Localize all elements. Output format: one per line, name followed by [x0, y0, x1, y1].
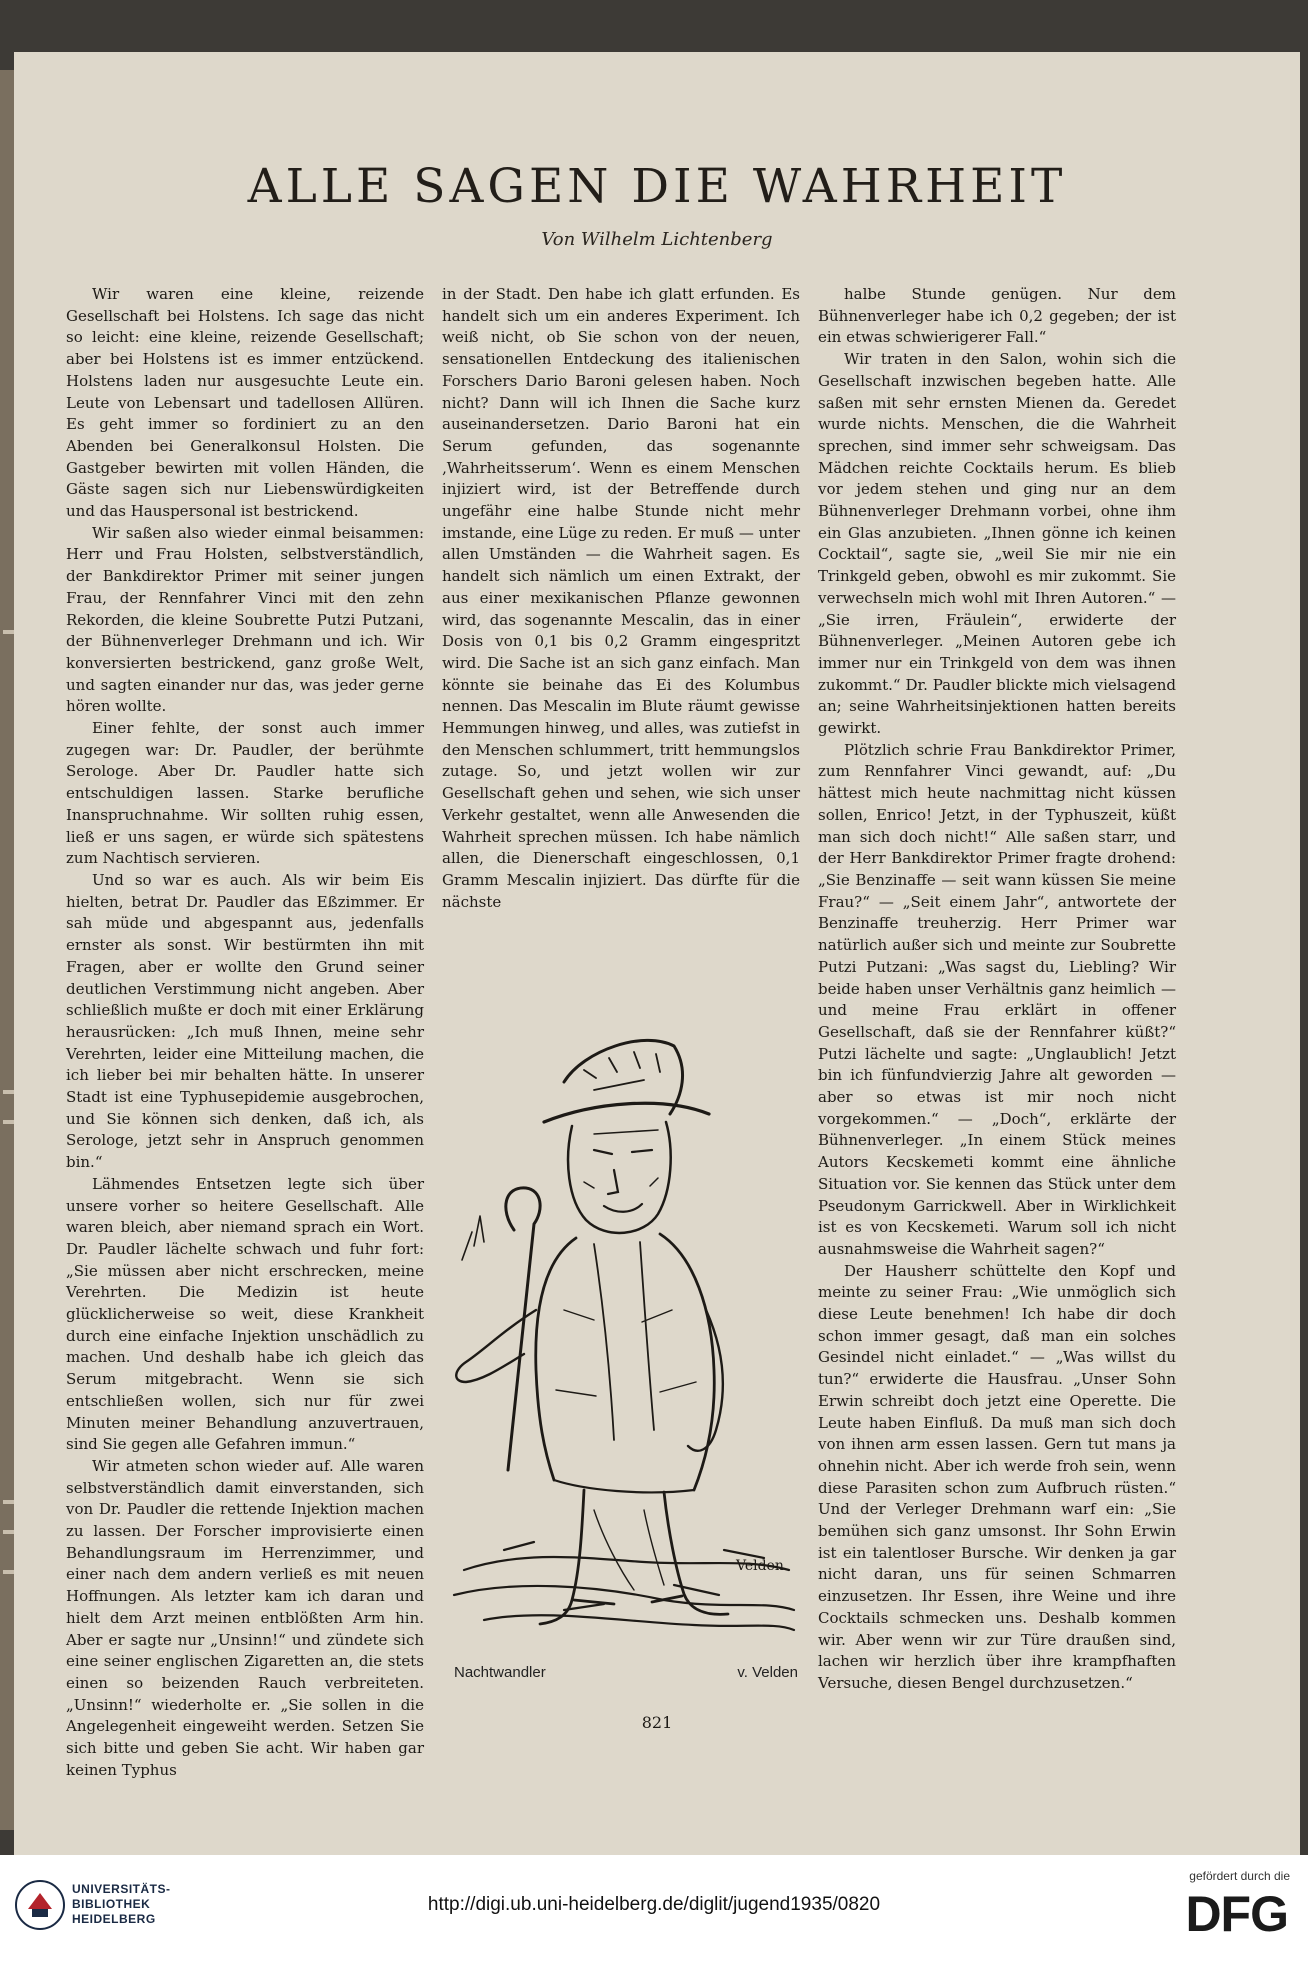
- article-title: ALLE SAGEN DIE WAHRHEIT: [247, 159, 1067, 214]
- paragraph: Lähmendes Entsetzen legte sich über unsere vorher so heitere Gesellschaft. Alle waren bleich, aber niemand sprach ein Wort. Dr. Paudler lächelte schwach und fuhr fort: „Sie müssen aber nicht erschrecken, meine Verehrten. Die Medizin ist heute glücklicherweise so weit, diese Krankheit durch eine einfache Injektion unschädlich zu machen. Und deshalb habe ich gleich das Serum mitgebracht. Wenn sie sich entschließen wollen, sich nur für zwei Minuten meiner Behandlung anzuvertrauen, sind Sie gegen alle Gefahren immun.“: [66, 1174, 424, 1454]
- source-url-link[interactable]: http://digi.ub.uni-heidelberg.de/diglit/jugend1935/0820: [427, 1894, 881, 1915]
- paragraph: Wir traten in den Salon, wohin sich die Gesellschaft inzwischen begeben hatte. Alle saßen mit sehr ernsten Mienen da. Geredet wurde nichts. Menschen, die die Wahrheit sprechen, sind immer sehr schweigsam. Das Mädchen reichte Cocktails herum. Es blieb vor jedem stehen und ging nur an dem Bühnenverleger Drehmann vorbei, ohne ihm ein Glas anzubieten. „Ihnen gönne ich keinen Cocktail“, sagte sie, „weil Sie mir nie ein Trinkgeld geben, obwohl es mir zukommt. Sie verwechseln mich wohl mit Ihren Autoren.“ — „Sie irren, Fräulein“, erwiderte der Bühnenverleger. „Meinen Autoren gebe ich immer nur ein Trinkgeld von dem was ihnen zukommt.“ Dr. Paudler blickte mich vielsagend an; seine Wahrheitsinjektionen hatten bereits gewirkt.: [818, 350, 1176, 738]
- paragraph: Wir waren eine kleine, reizende Gesellschaft bei Holstens. Ich sage das nicht so leicht: eine kleine, reizende Gesellschaft; aber bei Holstens ist es immer entzückend. Holstens laden nur ausgesuchte Leute ein. Leute von Lebensart und tadellosen Allüren. Es geht immer so fordiniert zu an den Abenden bei Generalkonsul Holsten. Die Gastgeber bewirten mit vollen Händen, die Gäste sagen sich nur Liebenswürdigkeiten und das Hauspersonal ist bestrickend.: [66, 285, 424, 521]
- paragraph: Und so war es auch. Als wir beim Eis hielten, betrat Dr. Paudler das Eßzimmer. Er sah müde und abgespannt aus, jedenfalls ernster als sonst. Wir bestürmten ihn mit Fragen, aber er wollte den Grund seiner deutlichen Verstimmung nicht angeben. Aber schließlich mußte er doch mit einer Erklärung herausrücken: „Ich muß Ihnen, meine sehr Verehrten, leider eine Mitteilung machen, die ich lieber bei mir behalten hätte. In unserer Stadt ist eine Typhusepidemie ausgebrochen, und Sie können sich denken, daß ich, als Serologe, jetzt sehr in Anspruch genommen bin.“: [66, 870, 424, 1172]
- university-library-name: UNIVERSITÄTS- BIBLIOTHEK HEIDELBERG: [72, 1882, 171, 1926]
- paragraph: Einer fehlte, der sonst auch immer zugegen war: Dr. Paudler, der berühmte Serologe. Aber Dr. Paudler hatte sich entschuldigen lassen. Starke berufliche Inanspruchnahme. Wir sollten ruhig essen, ließ er uns sagen, er würde sich spätestens zum Nachtisch servieren.: [66, 719, 424, 868]
- article-byline: Von Wilhelm Lichtenberg: [541, 229, 773, 250]
- paragraph: in der Stadt. Den habe ich glatt erfunden. Es handelt sich um ein anderes Experiment. Ich weiß nicht, ob Sie schon von der neuen, sensationellen Entdeckung des italienischen Forschers Dario Baroni gelesen haben. Noch nicht? Dann will ich Ihnen die Sache kurz auseinandersetzen. Dario Baroni hat ein Serum gefunden, das sogenannte ‚Wahrheitsserum‘. Wenn es einem Menschen injiziert wird, ist der Betreffende durch ungefähr eine halbe Stunde nicht mehr imstande, eine Lüge zu reden. Er muß — unter allen Umständen — die Wahrheit sagen. Es handelt sich nämlich um einen Extrakt, der aus einer mexikanischen Pflanze gewonnen wird, das sogenannte Mescalin, das in einer Dosis von 0,1 bis 0,2 Gramm eingespritzt wird. Die Sache ist an sich ganz einfach. Man könnte sie beinahe das Ei des Kolumbus nennen. Das Mescalin im Blute räumt gewisse Hemmungen hinweg, und alles, was zutiefst in den Menschen schlummert, tritt hemmungslos zutage. So, und jetzt wollen wir zur Gesellschaft gehen und sehen, wie sich unser Verkehr gestaltet, wenn alle Anwesenden die Wahrheit sprechen müssen. Ich habe nämlich allen, die Dienerschaft eingeschlossen, 0,1 Gramm Mescalin injiziert. Das dürfte für die nächste: [442, 285, 800, 911]
- artist-signature: Velden: [736, 1558, 784, 1574]
- caption-title: Nachtwandler: [454, 1664, 546, 1681]
- paragraph: halbe Stunde genügen. Nur dem Bühnenverleger habe ich 0,2 gegeben; der ist ein etwas schwierigerer Fall.“: [818, 285, 1176, 347]
- text-column-2: [442, 284, 800, 913]
- text-column-1: [66, 284, 424, 1782]
- page-number: 821: [641, 1713, 673, 1732]
- footer-bar: [0, 1855, 1308, 1963]
- paragraph: Der Hausherr schüttelte den Kopf und meinte zu seiner Frau: „Wie unmöglich sich diese Leute benehmen! Ich habe dir doch schon immer gesagt, daß man ein solches Gesindel nicht einladet.“ — „Was willst du tun?“ erwiderte die Hausfrau. „Unser Sohn Erwin schreibt doch jetzt eine Operette. Die Leute haben Einfluß. Da muß man sich doch von ihnen arm essen lassen. Gern tut mans ja ohnehin nicht. Aber ich werde froh sein, wenn diese Parasiten schon zum Aufbruch rüsten.“ Und der Verleger Drehmann warf ein: „Sie bemühen sich ganz umsonst. Ihr Sohn Erwin ist ein talentloser Bursche. Wir denken ja gar nicht daran, uns für seinen Schmarren einzusetzen. Ihr Essen, ihre Weine und ihre Cocktails schmecken uns. Deshalb kommen wir. Aber wenn wir zur Türe draußen sind, lachen wir herzlich über ihre krampfhaften Versuche, diesen Bengel durchzusetzen.“: [818, 1261, 1176, 1692]
- dfg-logo: DFG: [1185, 1886, 1288, 1942]
- illustration-sleepwalker: [444, 1010, 804, 1660]
- caption-artist: v. Velden: [737, 1664, 798, 1681]
- paragraph: Plötzlich schrie Frau Bankdirektor Primer, zum Rennfahrer Vinci gewandt, auf: „Du hättest mich heute nachmittag nicht küssen sollen, Enrico! Jetzt, in der Typhuszeit, küßt man sich doch nicht!“ Alle saßen starr, und der Herr Bankdirektor Primer fragte drohend: „Sie Benzinaffe — seit wann küssen Sie meine Frau?“ — „Seit einem Jahr“, antwortete der Benzinaffe treuherzig. Herr Primer war natürlich außer sich und meinte zur Soubrette Putzi Putzani: „Was sagst du, Liebling? Wir beide haben unser Verhältnis ganz heimlich — und meine Frau erklärt in offener Gesellschaft, daß sie der Rennfahrer küßt?“ Putzi lächelte und sagte: „Unglaublich! Jetzt bin ich fünfundvierzig Jahre alt geworden — aber so etwas ist mir noch nicht vorgekommen.“ — „Doch“, erklärte der Bühnenverleger. „In einem Stück meines Autors Kecskemeti kommt eine ähnliche Situation vor. Sie kennen das Stück unter dem Pseudonym Garrickwell. Aber in Wirklichkeit ist es von Kecskemeti. Warum soll ich nicht ausnahmsweise die Wahrheit sagen?“: [818, 740, 1176, 1258]
- paragraph: Wir saßen also wieder einmal beisammen: Herr und Frau Holsten, selbstverständlich, der Bankdirektor Primer mit seiner jungen Frau, der Rennfahrer Vinci mit den zehn Rekorden, die kleine Soubrette Putzi Putzani, der Bühnenverleger Drehmann und ich. Wir konversierten bestrickend, ganz große Welt, und sagten einander nur das, was jeder gerne hören wollte.: [66, 523, 424, 716]
- magazine-page: [14, 52, 1300, 1855]
- text-column-3: [818, 284, 1176, 1695]
- paragraph: Wir atmeten schon wieder auf. Alle waren selbstverständlich damit einverstanden, sich von Dr. Paudler die rettende Injektion machen zu lassen. Der Forscher improvisierte einen Behandlungsraum im Herrenzimmer, und einer nach dem andern verließ es mit neuen Hoffnungen. Als letzter kam ich daran und hielt dem Arzt meinen entblößten Arm hin. Aber er sagte nur „Unsinn!“ und zündete sich eine seiner englischen Zigaretten an, die stets einen so beizenden Rauch verbreiteten. „Unsinn!“ wiederholte er. „Sie sollen in die Angelegenheit eingeweiht werden. Setzen Sie sich bitte und geben Sie acht. Wir haben gar keinen Typhus: [66, 1456, 424, 1779]
- funding-note: gefördert durch die: [1189, 1869, 1290, 1883]
